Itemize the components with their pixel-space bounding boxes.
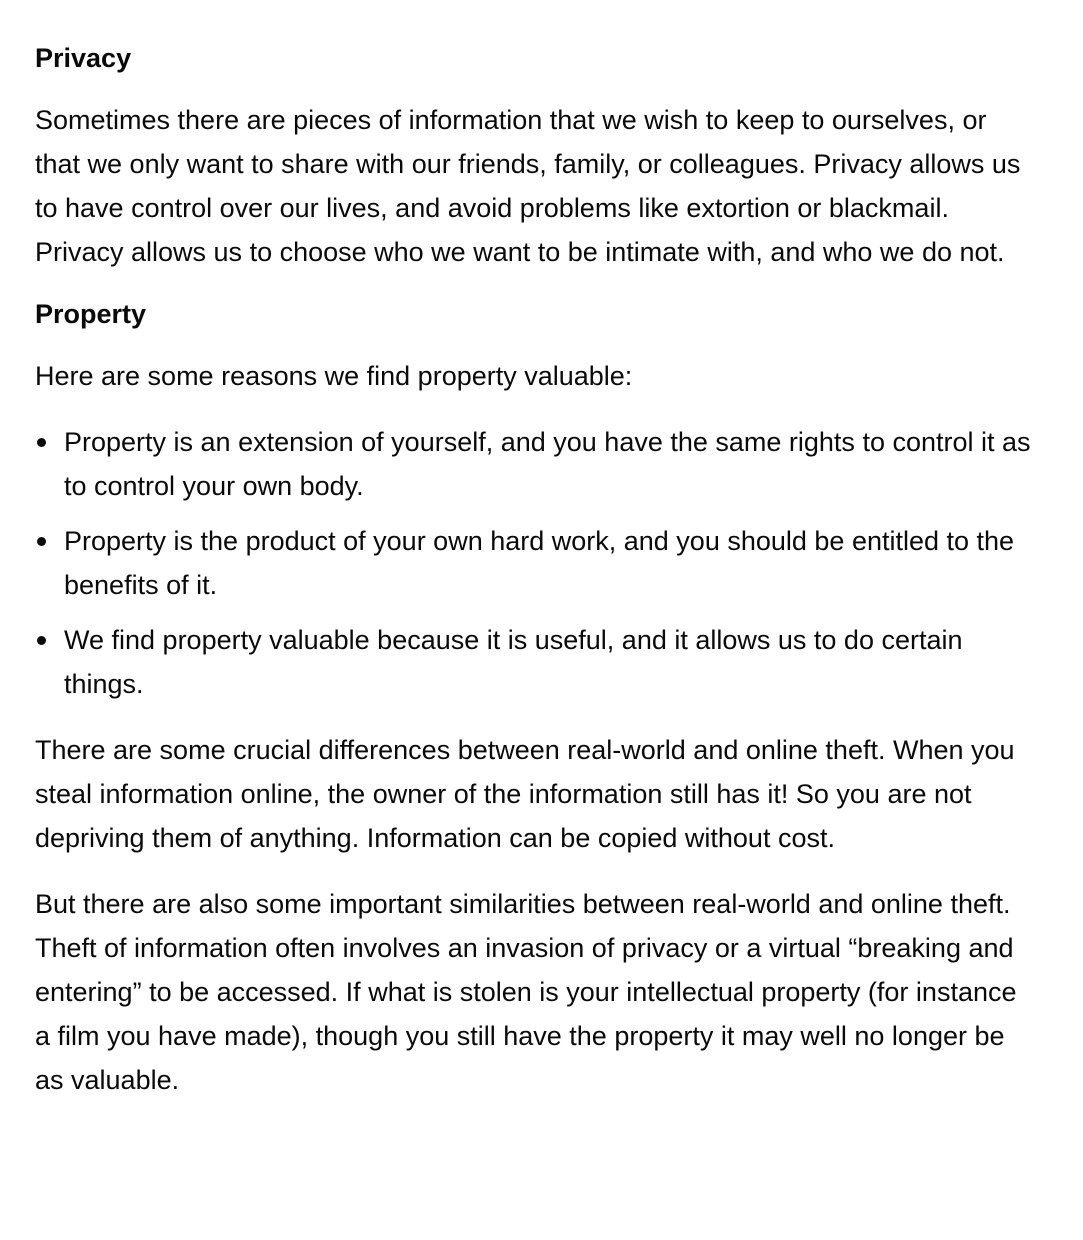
- list-item: We find property valuable because it is useful, and it allows us to do certain things.: [35, 618, 1035, 706]
- property-paragraph-differences: There are some crucial differences between real-world and online theft. When you steal information online, the owner of the information still has it! So you are not depriving them of anything. Information can be copied without cost.: [35, 735, 1015, 853]
- property-intro: Here are some reasons we find property valuable:: [35, 361, 633, 391]
- property-reasons-list: [35, 420, 1035, 706]
- privacy-heading: Privacy: [35, 43, 132, 73]
- property-heading: Property: [35, 299, 147, 329]
- privacy-paragraph: Sometimes there are pieces of information that we wish to keep to ourselves, or that we only want to share with our friends, family, or colleagues. Privacy allows us to have control over our lives, and avoid problems like extortion or blackmail. Privacy allows us to choose who we want to be intimate with, and who we do not.: [35, 105, 1021, 267]
- document-body: [35, 40, 1035, 1124]
- property-paragraph-similarities: But there are also some important similarities between real-world and online theft. Theft of information often involves an invasion of privacy or a virtual “breaking and entering” to be accessed. If what is stolen is your intellectual property (for instance a film you have made), though you still have the property it may well no longer be as valuable.: [35, 889, 1017, 1095]
- list-item: Property is an extension of yourself, and you have the same rights to control it as to control your own body.: [35, 420, 1035, 508]
- list-item: Property is the product of your own hard work, and you should be entitled to the benefits of it.: [35, 519, 1035, 607]
